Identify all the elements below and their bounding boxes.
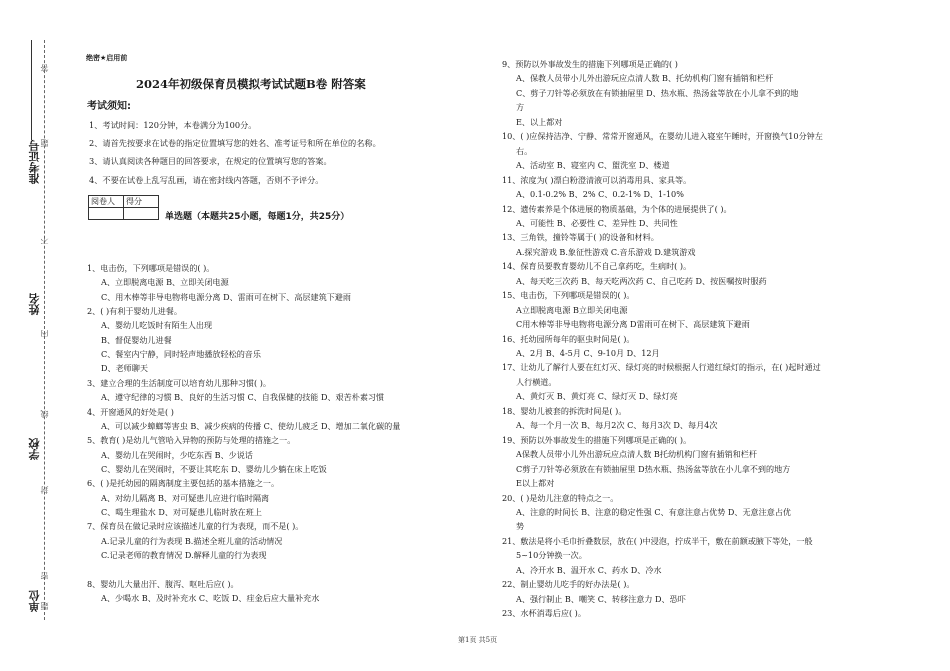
question-stem: 19、预防以外事故发生的措施下列哪项是正确的( )。 bbox=[502, 434, 692, 445]
answer-option-line: B、督促婴幼儿进餐 bbox=[101, 334, 172, 345]
seal-mark: 不 bbox=[40, 236, 49, 244]
question-stem: 14、保育员要教育婴幼儿不自己拿药吃，生病时( )。 bbox=[502, 261, 692, 272]
answer-option-line: A、强行制止 B、嘲笑 C、转移注意力 D、恐吓 bbox=[516, 593, 686, 604]
notice-item: 3、请认真阅读各种题目的回答要求，在规定的位置填写您的答案。 bbox=[89, 156, 332, 166]
answer-option-line: A、0.1-0.2% B、2% C、0.2-1% D、1-10% bbox=[516, 189, 684, 200]
grader-cell[interactable] bbox=[89, 208, 124, 220]
page-number: 第1页 共5页 bbox=[458, 636, 498, 644]
seal-mark: 封 bbox=[40, 486, 49, 494]
notice-item: 1、考试时间：120分钟，本卷满分为100分。 bbox=[89, 120, 257, 130]
question-stem: 17、让幼儿了解行人要在红灯灭、绿灯亮的时候根据人行道红绿灯的指示，在( )起时通过 bbox=[502, 362, 821, 373]
question-stem: 4、开窗通风的好处是( ) bbox=[87, 406, 174, 417]
question-stem: 15、电击伤，下列哪项是错误的( )。 bbox=[502, 290, 635, 301]
answer-option-line: A、可以减少蟑螂等害虫 B、减少疾病的传播 C、使幼儿疲乏 D、增加二氧化碳的量 bbox=[101, 420, 401, 431]
seal-mark: 线 bbox=[40, 410, 49, 418]
seal-mark: 密 bbox=[40, 572, 49, 580]
answer-option-line: A、少喝水 B、及时补充水 C、吃饭 D、疰金后应大量补充水 bbox=[101, 593, 320, 604]
question-stem: 7、保育员在做记录时应该描述儿童的行为表现，而不是( )。 bbox=[87, 521, 304, 532]
notice-heading: 考试须知: bbox=[87, 101, 131, 112]
answer-option-line: A、每天吃三次药 B、每天吃两次药 C、自己吃药 D、按医嘱按时服药 bbox=[516, 275, 767, 286]
answer-option-line: A、黄灯灭 B、黄灯亮 C、绿灯灭 D、绿灯亮 bbox=[516, 391, 678, 402]
notice-item: 2、请首先按要求在试卷的指定位置填写您的姓名、准考证号和所在单位的名称。 bbox=[89, 138, 381, 148]
answer-option-line: A.记录儿童的行为表现 B.描述全班儿童的活动情况 bbox=[101, 535, 283, 546]
unit-label: 单位 bbox=[28, 590, 41, 612]
seal-mark: 答 bbox=[40, 64, 49, 72]
answer-option-line: C、用木棒等非导电物将电源分离 D、雷雨可在树下、高层建筑下避雨 bbox=[101, 291, 351, 302]
name-label: 姓名 bbox=[28, 293, 41, 315]
seal-mark: 题 bbox=[40, 602, 49, 610]
seal-mark: 题 bbox=[40, 139, 49, 147]
answer-option-line: A、对幼儿隔离 B、对可疑患儿应进行临时隔离 bbox=[101, 492, 270, 503]
answer-option-line: A.探究游戏 B.象征性游戏 C.音乐游戏 D.建筑游戏 bbox=[516, 246, 696, 257]
answer-option-line: A、遵守纪律的习惯 B、良好的生活习惯 C、自我保健的技能 D、艰苦朴素习惯 bbox=[101, 392, 385, 403]
answer-option-line: A、立即脱离电源 B、立即关闭电源 bbox=[101, 277, 229, 288]
answer-option-line: C、婴幼儿在哭闹时，不要让其吃东 D、婴幼儿少躺在床上吃饭 bbox=[101, 463, 327, 474]
answer-option-line: D、老师聊天 bbox=[101, 363, 148, 374]
answer-option-line: C用木棒等非导电物将电源分离 D雷雨可在树下、高层建筑下避雨 bbox=[516, 319, 750, 330]
answer-option-line: A、保教人员带小儿外出游玩应点清人数 B、托幼机构门窗有插销和栏杆 bbox=[516, 73, 774, 84]
answer-option-line: A、婴幼儿在哭闹时，少吃东西 B、少说话 bbox=[101, 449, 253, 460]
exam-number-label: 准考证号 bbox=[28, 140, 41, 184]
seal-mark: 内 bbox=[40, 330, 49, 338]
question-stem: 3、建立合理的生活制度可以培育幼儿那种习惯( )。 bbox=[87, 377, 272, 388]
answer-option-line: 势 bbox=[516, 521, 525, 532]
score-table bbox=[88, 195, 159, 220]
question-stem: 21、敷法是将小毛巾折叠数层，放在( )中浸泡，拧成半干，敷在前额或腋下等处，一般 bbox=[502, 535, 813, 546]
answer-option-line: C.记录老师的教育情况 D.解释儿童的行为表现 bbox=[101, 550, 267, 560]
exam-number-underline bbox=[31, 40, 32, 140]
answer-option-line: A保教人员带小儿外出游玩应点清人数 B托幼机构门窗有插销和栏杆 bbox=[516, 449, 757, 460]
question-stem: 12、遗传素养是个体进展的物质基础，为个体的进展提供了( )。 bbox=[502, 203, 732, 214]
notice-item: 4、不要在试卷上乱写乱画，请在密封线内答题，否则不予评分。 bbox=[89, 175, 324, 185]
answer-option-line: A、每一个月一次 B、每月2次 C、每月3次 D、每月4次 bbox=[516, 420, 718, 431]
exam-title: 2024年初级保育员模拟考试试题B卷 附答案 bbox=[136, 77, 366, 91]
answer-option-line: 方 bbox=[516, 102, 525, 113]
confidential-mark: 绝密★启用前 bbox=[86, 54, 128, 62]
question-stem: 8、婴幼儿大量出汗、腹泻、呕吐后应( )。 bbox=[87, 578, 239, 589]
answer-option-line: A、注意的时间长 B、注意的稳定性强 C、有意注意占优势 D、无意注意占优 bbox=[516, 506, 792, 517]
answer-option-line: A、可能性 B、必要性 C、差异性 D、共同性 bbox=[516, 217, 678, 228]
school-label: 学校 bbox=[28, 438, 41, 460]
answer-option-line: A立即脱离电源 B立即关闭电源 bbox=[516, 304, 628, 315]
question-stem: 1、电击伤，下列哪项是错误的( )。 bbox=[87, 263, 215, 273]
question-stem: 9、预防以外事故发生的措施下列哪项是正确的( ) bbox=[502, 59, 678, 69]
answer-option-line: 人行横道。 bbox=[516, 376, 557, 387]
question-stem: 18、婴幼儿被套的拆洗时间是( )。 bbox=[502, 405, 627, 416]
answer-option-line: A、活动室 B、寝室内 C、盥洗室 D、楼道 bbox=[516, 160, 670, 171]
answer-option-line: A、2月 B、4-5月 C、9-10月 D、12月 bbox=[516, 348, 660, 358]
answer-option-line: 5~10分钟换一次。 bbox=[516, 550, 587, 561]
question-stem: 11、浓度为( )漂白粉澄清液可以消毒用具、家具等。 bbox=[502, 174, 692, 185]
answer-option-line: E、以上都对 bbox=[516, 116, 563, 127]
answer-option-line: A、婴幼儿吃饭时有陌生人出现 bbox=[101, 320, 213, 331]
section-heading: 单选题（本题共25小题，每题1分，共25分） bbox=[165, 212, 350, 222]
grader-header: 阅卷人 bbox=[89, 196, 124, 208]
answer-option-line: C剪子刀针等必须放在有锁抽屉里 D热水瓶、热汤盆等放在小儿拿不到的地方 bbox=[516, 463, 791, 474]
score-cell[interactable] bbox=[124, 208, 159, 220]
answer-option-line: 右。 bbox=[516, 145, 533, 156]
answer-option-line: C、餐室内宁静，同时轻声地播放轻松的音乐 bbox=[101, 349, 261, 360]
question-stem: 23、水杯消毒后应( )。 bbox=[502, 608, 586, 619]
answer-option-line: E以上都对 bbox=[516, 478, 555, 489]
question-stem: 13、三角铁，撞铃等属于( )的设备和材料。 bbox=[502, 232, 659, 243]
question-stem: 6、( )是托幼园的隔离制度主要包括的基本措施之一。 bbox=[87, 478, 280, 489]
question-stem: 16、托幼园所每年的驱虫时间是( )。 bbox=[502, 333, 635, 344]
answer-option-line: C、剪子刀针等必须放在有锁抽屉里 D、热水瓶、热汤盆等放在小儿拿不到的地 bbox=[516, 87, 799, 98]
question-stem: 22、制止婴幼儿吃手的好办法是( )。 bbox=[502, 579, 635, 590]
answer-option-line: A、冷开水 B、温开水 C、药水 D、冷水 bbox=[516, 564, 662, 575]
score-header: 得分 bbox=[124, 196, 159, 208]
question-stem: 10、( )应保持洁净、宁静、常常开窗通风，在婴幼儿进入寝室午睡时，开窗换气10分钟左 bbox=[502, 131, 823, 142]
question-stem: 5、教育( )是幼儿气管哈入异物的预防与处理的措施之一。 bbox=[87, 435, 296, 446]
question-stem: 2、( )有利于婴幼儿进餐。 bbox=[87, 306, 182, 317]
question-stem: 20、( )是幼儿注意的特点之一。 bbox=[502, 492, 619, 503]
answer-option-line: C、喝生理盐水 D、对可疑患儿临时放在班上 bbox=[101, 506, 262, 517]
